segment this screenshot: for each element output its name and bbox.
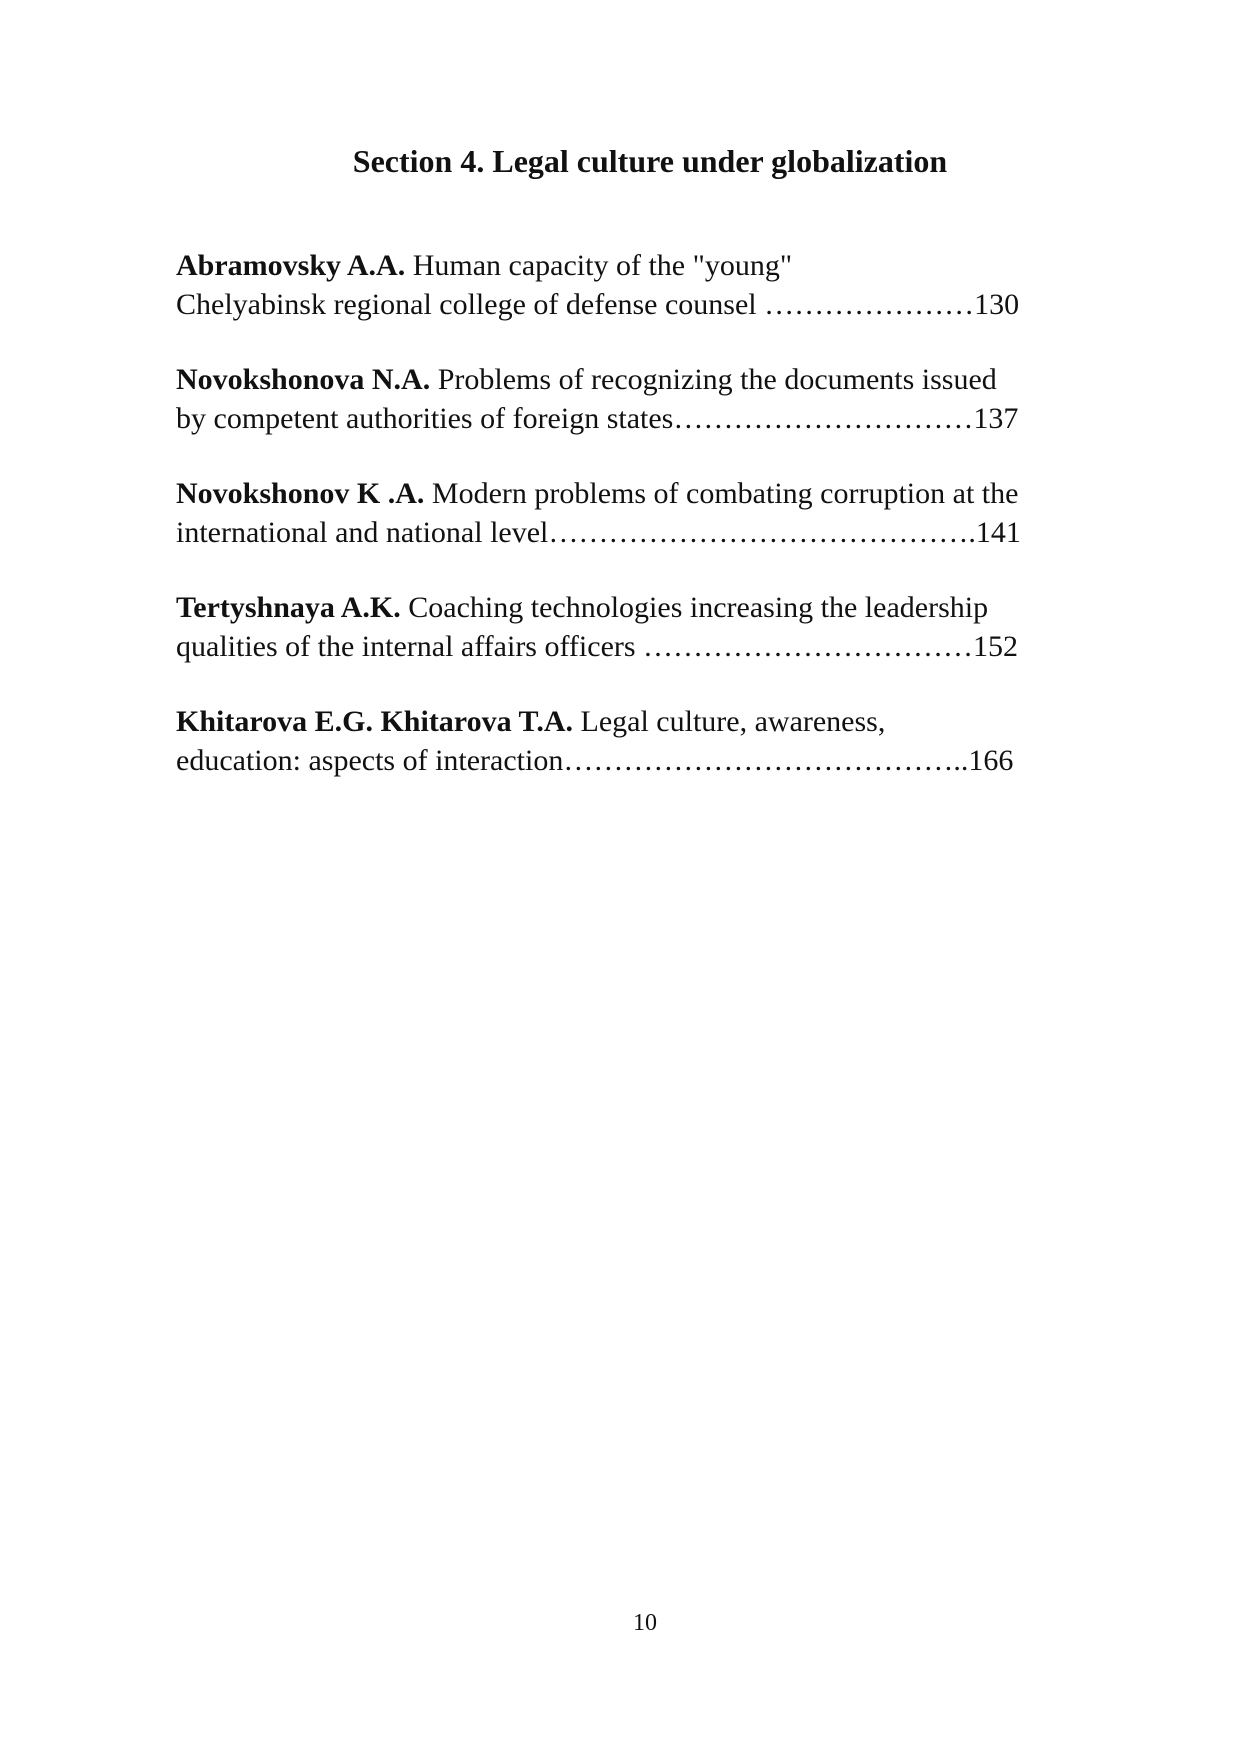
toc-title-part: Coaching technologies increasing the leadership — [400, 591, 989, 624]
toc-title-part: Modern problems of combating corruption at the — [424, 477, 1019, 510]
toc-title-continuation: international and national level…………………………………….141 — [176, 516, 1021, 549]
toc-title-continuation: qualities of the internal affairs officers ……………………………152 — [176, 630, 1019, 663]
toc-title-continuation: education: aspects of interaction…………………………………..166 — [176, 744, 1014, 777]
toc-title-part: Problems of recognizing the documents issued — [430, 363, 997, 396]
toc-entry-abramovsky — [176, 246, 1114, 324]
toc-entry-khitarova — [176, 702, 1114, 780]
toc-author: Novokshonov K .A. — [176, 477, 425, 510]
toc-author: Tertyshnaya A.K. — [176, 591, 401, 624]
toc-entry-novokshonov — [176, 474, 1114, 552]
page-number: 10 — [633, 1610, 657, 1636]
section-title: Section 4. Legal culture under globalization — [352, 143, 948, 179]
toc-entry-first-line — [176, 246, 1114, 285]
toc-title-continuation: by competent authorities of foreign states…………………………137 — [176, 402, 1019, 435]
toc-entry-first-line — [176, 360, 1114, 399]
toc-entry-first-line — [176, 702, 1114, 741]
toc-entry-first-line — [176, 474, 1114, 513]
toc-entry-first-line — [176, 588, 1114, 627]
toc-title-part: Human capacity of the "young" — [405, 249, 793, 282]
toc-entry-novokshonova — [176, 360, 1114, 438]
toc-author: Abramovsky A.A. — [176, 249, 406, 282]
toc-author: Khitarova E.G. Khitarova T.A. — [176, 705, 573, 738]
table-of-contents — [176, 246, 1114, 816]
toc-author: Novokshonova N.A. — [176, 363, 431, 396]
toc-title-part: Legal culture, awareness, — [573, 705, 886, 738]
toc-title-continuation: Chelyabinsk regional college of defense counsel …………………130 — [176, 288, 1020, 321]
toc-entry-tertyshnaya — [176, 588, 1114, 666]
